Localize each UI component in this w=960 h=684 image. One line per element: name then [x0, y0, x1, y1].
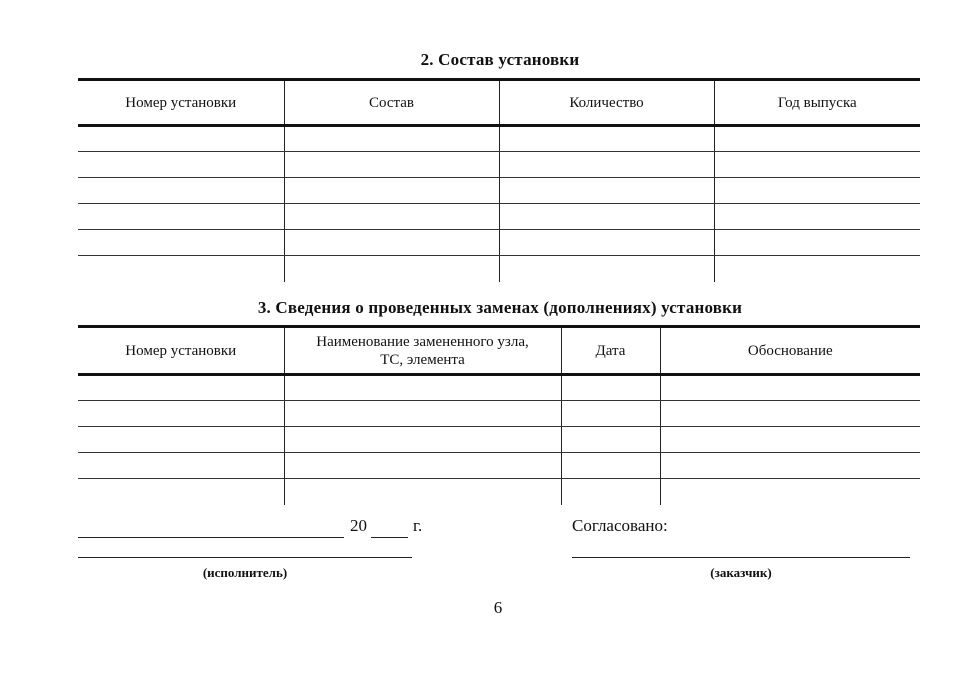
table-cell[interactable]: [284, 230, 499, 256]
table-cell[interactable]: [714, 204, 920, 230]
replacements-table: [78, 325, 920, 505]
table-cell[interactable]: [714, 230, 920, 256]
table-cell[interactable]: [78, 204, 284, 230]
table-cell[interactable]: [660, 427, 920, 453]
table-cell[interactable]: [78, 479, 284, 505]
section-3-title: 3. Сведения о проведенных заменах (дополнениях) установки: [257, 298, 743, 317]
year-suffix: г.: [413, 516, 423, 535]
table-cell[interactable]: [284, 178, 499, 204]
table-row: [78, 230, 920, 256]
table-cell[interactable]: [284, 401, 561, 427]
column-header-justification: Обоснование: [660, 327, 920, 375]
table-cell[interactable]: [499, 230, 714, 256]
table-cell[interactable]: [660, 375, 920, 401]
table-cell[interactable]: [78, 427, 284, 453]
table-cell[interactable]: [284, 204, 499, 230]
column-header-date: Дата: [561, 327, 660, 375]
table-cell[interactable]: [561, 401, 660, 427]
table-cell[interactable]: [284, 375, 561, 401]
table-cell[interactable]: [714, 178, 920, 204]
column-header-composition: Состав: [284, 80, 499, 126]
table-cell[interactable]: [78, 178, 284, 204]
table-cell[interactable]: [78, 152, 284, 178]
table-row: [78, 453, 920, 479]
table-cell[interactable]: [660, 453, 920, 479]
table-cell[interactable]: [660, 479, 920, 505]
table-cell[interactable]: [561, 479, 660, 505]
customer-signature-line[interactable]: [572, 557, 910, 558]
table-cell[interactable]: [284, 152, 499, 178]
table-cell[interactable]: [78, 401, 284, 427]
table-cell[interactable]: [78, 230, 284, 256]
table-cell[interactable]: [78, 126, 284, 152]
table-header-row: [78, 80, 920, 126]
executor-caption: (исполнитель): [202, 565, 288, 580]
table-cell[interactable]: [714, 152, 920, 178]
column-header-year: Год выпуска: [714, 80, 920, 126]
table-cell[interactable]: [561, 427, 660, 453]
table-cell[interactable]: [499, 256, 714, 282]
table-cell[interactable]: [78, 375, 284, 401]
composition-table: [78, 78, 920, 282]
year-prefix: 20: [350, 516, 367, 535]
table-row: [78, 204, 920, 230]
customer-caption: (заказчик): [710, 565, 772, 580]
table-row: [78, 126, 920, 152]
table-cell[interactable]: [499, 204, 714, 230]
table-row: [78, 401, 920, 427]
table-row: [78, 375, 920, 401]
table-cell[interactable]: [714, 256, 920, 282]
table-cell[interactable]: [499, 126, 714, 152]
table-row: [78, 479, 920, 505]
table-row: [78, 178, 920, 204]
agreed-label: Согласовано:: [572, 516, 668, 535]
table-cell[interactable]: [714, 126, 920, 152]
table-row: [78, 152, 920, 178]
table-cell[interactable]: [78, 256, 284, 282]
table-cell[interactable]: [561, 375, 660, 401]
table-cell[interactable]: [284, 126, 499, 152]
table-cell[interactable]: [284, 453, 561, 479]
table-row: [78, 427, 920, 453]
table-cell[interactable]: [499, 178, 714, 204]
table-cell[interactable]: [499, 152, 714, 178]
table-cell[interactable]: [561, 453, 660, 479]
column-header-unit-number: Номер установки: [78, 327, 284, 375]
table-row: [78, 256, 920, 282]
executor-signature-line[interactable]: [78, 557, 412, 558]
date-line[interactable]: [78, 537, 344, 538]
table-cell[interactable]: [284, 427, 561, 453]
table-cell[interactable]: [284, 256, 499, 282]
year-line[interactable]: [371, 537, 408, 538]
table-cell[interactable]: [660, 401, 920, 427]
table-cell[interactable]: [284, 479, 561, 505]
column-header-unit-number: Номер установки: [78, 80, 284, 126]
column-header-replaced-part: Наименование замененного узла, ТС, элемента: [284, 327, 561, 375]
column-header-quantity: Количество: [499, 80, 714, 126]
page-number: 6: [493, 598, 503, 617]
table-header-row: [78, 327, 920, 375]
section-2-title: 2. Состав установки: [420, 50, 580, 69]
table-cell[interactable]: [78, 453, 284, 479]
